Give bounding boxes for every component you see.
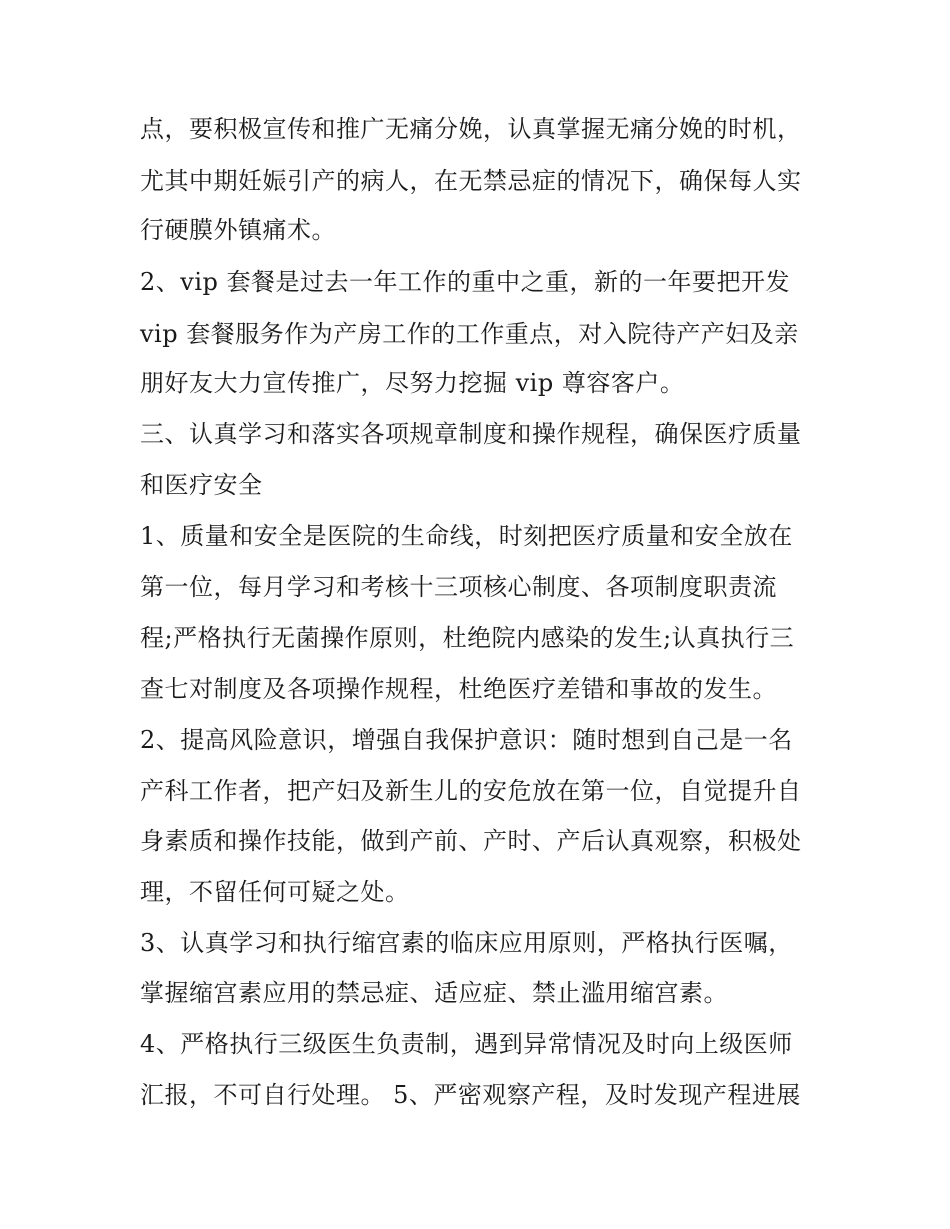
text-line: 掌握缩宫素应用的禁忌症、适应症、禁止滥用缩宫素。 bbox=[140, 979, 728, 1007]
text-line: 产科工作者，把产妇及新生儿的安危放在第一位，自觉提升自 bbox=[140, 777, 802, 805]
text-line: 2、vip 套餐是过去一年工作的重中之重，新的一年要把开发 bbox=[140, 268, 790, 296]
text-line: vip 套餐服务作为产房工作的工作重点，对入院待产产妇及亲 bbox=[140, 320, 799, 348]
section-heading: 三、认真学习和落实各项规章制度和操作规程，确保医疗质量 bbox=[140, 420, 802, 448]
text-line: 4、严格执行三级医生负责制，遇到异常情况及时向上级医师 bbox=[140, 1030, 793, 1058]
text-line: 身素质和操作技能，做到产前、产时、产后认真观察，积极处 bbox=[140, 827, 802, 855]
text-line: 点，要积极宣传和推广无痛分娩，认真掌握无痛分娩的时机， bbox=[140, 115, 802, 143]
text-line: 汇报，不可自行处理。 5、严密观察产程，及时发现产程进展 bbox=[140, 1081, 801, 1109]
text-line: 2、提高风险意识，增强自我保护意识：随时想到自己是一名 bbox=[140, 726, 793, 754]
text-line: 尤其中期妊娠引产的病人，在无禁忌症的情况下，确保每人实 bbox=[140, 167, 802, 195]
text-line: 3、认真学习和执行缩宫素的临床应用原则，严格执行医嘱， bbox=[140, 929, 793, 957]
text-line: 查七对制度及各项操作规程，杜绝医疗差错和事故的发生。 bbox=[140, 675, 777, 703]
section-heading: 和医疗安全 bbox=[140, 471, 263, 499]
text-line: 朋好友大力宣传推广，尽努力挖掘 vip 尊容客户。 bbox=[140, 369, 685, 397]
text-line: 1、质量和安全是医院的生命线，时刻把医疗质量和安全放在 bbox=[140, 522, 793, 550]
text-line: 行硬膜外镇痛术。 bbox=[140, 216, 336, 244]
text-line: 第一位，每月学习和考核十三项核心制度、各项制度职责流 bbox=[140, 573, 777, 601]
text-line: 程;严格执行无菌操作原则，杜绝院内感染的发生;认真执行三 bbox=[140, 624, 795, 652]
text-line: 理，不留任何可疑之处。 bbox=[140, 878, 410, 906]
